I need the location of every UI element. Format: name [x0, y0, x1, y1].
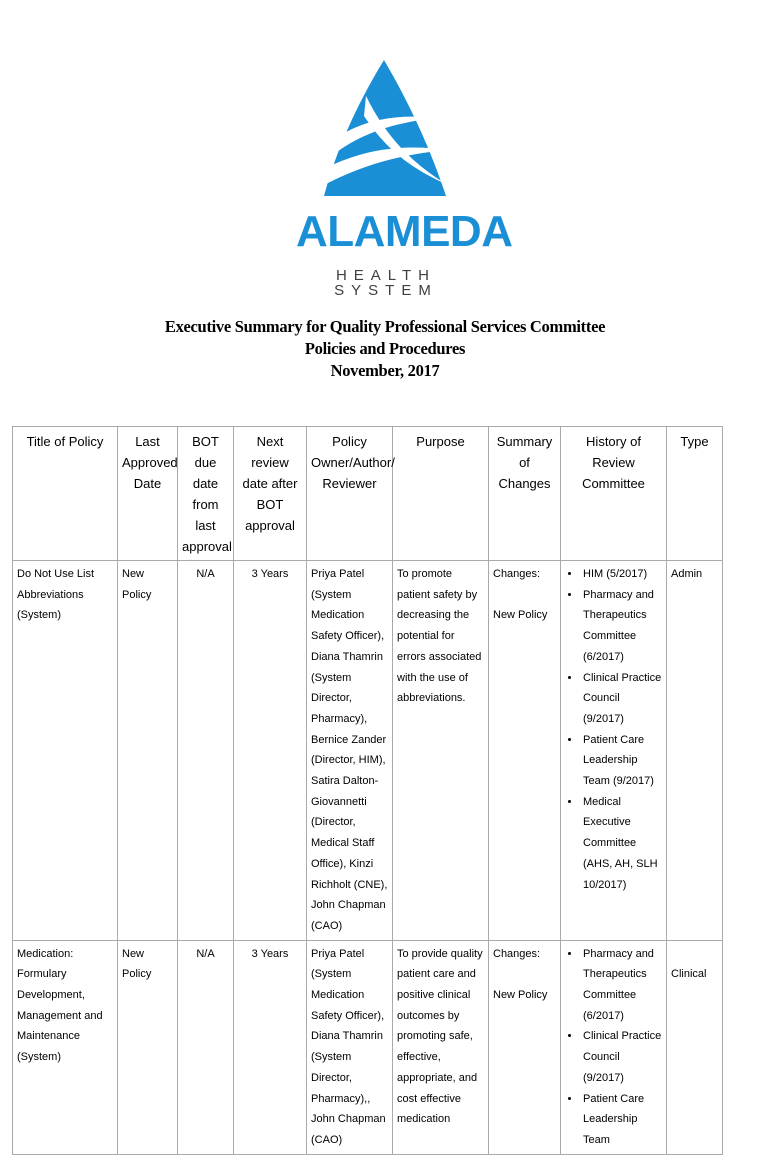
cell-last-approved: New Policy — [118, 561, 178, 941]
cell-summary — [489, 561, 561, 941]
header-line-1: Executive Summary for Quality Professional Services Committee — [164, 317, 606, 336]
cell-type: Admin — [667, 561, 723, 941]
cell-summary — [489, 940, 561, 1154]
cell-history — [561, 561, 667, 941]
logo-subtitle: HEALTH SYSTEM — [334, 267, 438, 299]
table-header-row — [13, 427, 723, 561]
history-item: • Clinical Practice Council (9/2017) — [581, 1026, 662, 1088]
changes-label: Changes: — [493, 947, 541, 960]
table-row — [13, 940, 723, 1154]
history-item: • Pharmacy and Therapeutics Committee (6/2017) — [581, 944, 662, 1027]
history-item: • HIM (5/2017) — [581, 564, 662, 585]
cell-owner: Priya Patel (System Medication Safety Officer), Diana Thamrin (System Director, Pharmacy),, John Chapman (CAO) — [307, 940, 393, 1154]
changes-value: New Policy — [493, 609, 548, 622]
column-header-bot-due: BOT due date from last approval — [178, 427, 234, 561]
column-header-history: History of Review Committee — [561, 427, 667, 561]
history-list — [565, 564, 662, 895]
cell-purpose: To provide quality patient care and positive clinical outcomes by promoting safe, effective, appropriate, and cost effective medication — [393, 940, 489, 1154]
column-header-owner: Policy Owner/Author/ Reviewer — [307, 427, 393, 561]
cell-last-approved: New Policy — [118, 940, 178, 1154]
table-row — [13, 561, 723, 941]
column-header-title: Title of Policy — [13, 427, 118, 561]
header-line-2: Policies and Procedures — [304, 339, 466, 358]
alameda-health-system-logo — [296, 56, 513, 299]
cell-title: Do Not Use List Abbreviations (System) — [13, 561, 118, 941]
cell-next-review: 3 Years — [234, 561, 307, 941]
cell-history — [561, 940, 667, 1154]
policies-table — [12, 426, 723, 1155]
triangle-logo-icon — [296, 56, 476, 206]
cell-bot-due: N/A — [178, 940, 234, 1154]
history-item: • Medical Executive Committee (AHS, AH, SLH 10/2017) — [581, 792, 662, 896]
cell-bot-due: N/A — [178, 561, 234, 941]
cell-title: Medication: Formulary Development, Management and Maintenance (System) — [13, 940, 118, 1154]
cell-owner: Priya Patel (System Medication Safety Officer), Diana Thamrin (System Director, Pharmacy), Bernice Zander (Director, HIM), Satira Dalton-Giovannetti (Director, Medical Staff Office), Kinzi Richholt (CNE), John Chapman (CAO) — [307, 561, 393, 941]
document-header — [0, 316, 770, 382]
cell-next-review: 3 Years — [234, 940, 307, 1154]
history-item: • Pharmacy and Therapeutics Committee (6/2017) — [581, 585, 662, 668]
column-header-type: Type — [667, 427, 723, 561]
history-item: • Patient Care Leadership Team — [581, 1089, 662, 1151]
logo-wordmark: ALAMEDA — [296, 207, 513, 256]
column-header-next-review: Next review date after BOT approval — [234, 427, 307, 561]
header-line-3: November, 2017 — [330, 361, 440, 380]
changes-label: Changes: — [493, 568, 541, 580]
changes-value: New Policy — [493, 989, 548, 1002]
column-header-summary: Summary of Changes — [489, 427, 561, 561]
cell-type: Clinical — [667, 940, 723, 1154]
history-item: • Patient Care Leadership Team (9/2017) — [581, 730, 662, 792]
column-header-purpose: Purpose — [393, 427, 489, 561]
column-header-last-approved: Last Approved Date — [118, 427, 178, 561]
history-list — [565, 944, 662, 1151]
cell-purpose: To promote patient safety by decreasing the potential for errors associated with the use of abbreviations. — [393, 561, 489, 941]
history-item: • Clinical Practice Council (9/2017) — [581, 668, 662, 730]
